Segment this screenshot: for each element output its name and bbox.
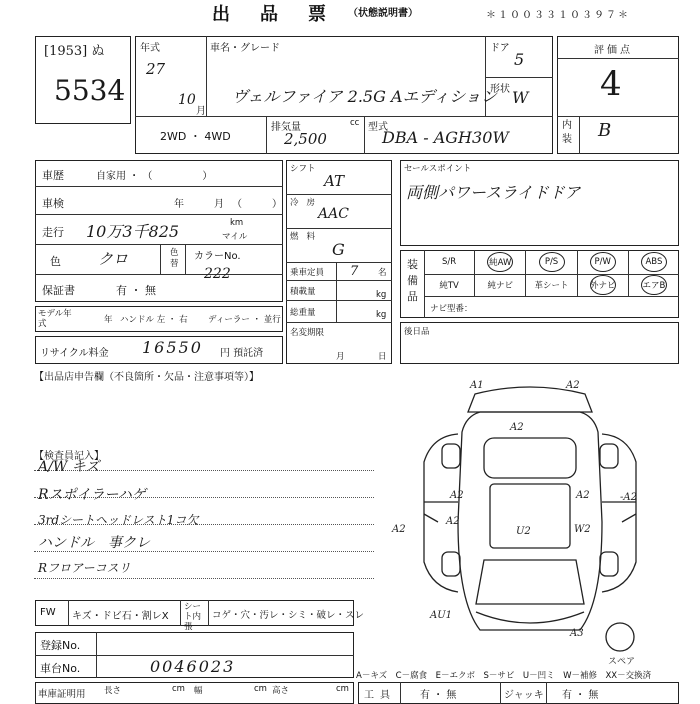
selling-point-value: 両側パワースライドドア [406, 183, 581, 202]
color-label: 色 [50, 255, 61, 268]
equipment-item: 純TV [424, 274, 475, 296]
reg-day-unit: 日 [378, 352, 387, 362]
mark-a2-rear-left: A2 [450, 490, 464, 501]
car-damage-diagram [380, 372, 680, 668]
inspection-month-unit: 月 [214, 199, 224, 210]
check-circle-icon [487, 252, 513, 272]
history-label: 車歴 [42, 169, 64, 182]
lot-code: [1953] ぬ [44, 44, 105, 59]
eval-value: 4 [600, 64, 622, 104]
chassis-value: 0046023 [150, 657, 236, 676]
chassis-label: 車台No. [40, 662, 81, 675]
serial-number: ＊１００３３１０３９７＊ [486, 10, 630, 21]
fw-label: FW [40, 607, 56, 618]
displacement-label: 排気量 [271, 122, 301, 133]
fuel-label: 燃料 [290, 232, 324, 242]
tools-value: 有 ・ 無 [420, 690, 457, 701]
mileage-value: 10万3千825 [86, 222, 180, 241]
interior-label: 内装 [562, 120, 572, 145]
note-line-3: 3rdシートヘッドレスト1コ欠 [38, 513, 199, 527]
model-value: DBA - AGH30W [382, 128, 509, 147]
mark-w2: W2 [574, 524, 591, 535]
equipment-item: 革シート [526, 274, 577, 296]
interior-value: B [598, 120, 612, 141]
cert-unit-1: cm [172, 684, 185, 694]
model-year-unit: 年 [104, 315, 113, 325]
load-label: 積載量 [290, 287, 316, 297]
ac-value: AAC [318, 206, 349, 222]
repaint-label: 色替 [170, 248, 179, 269]
fw-items: キズ・ドビ石・割レX [72, 611, 169, 622]
equipment-item: 純AW [475, 250, 526, 274]
name-value: ヴェルファイア 2.5G Aエディション [232, 87, 497, 106]
cert-height: 高さ [272, 686, 290, 696]
mark-a2-right: -A2 [620, 492, 637, 503]
tools-label: 工具 [364, 690, 396, 701]
doors-label: ドア [490, 43, 510, 54]
note-line-5: Rフロアーコスリ [38, 561, 131, 575]
equipment-row-1 [424, 250, 679, 274]
check-circle-icon [641, 275, 667, 295]
mileage-unit-km: km [230, 218, 244, 228]
load-unit: kg [376, 290, 387, 300]
later-docs-box [400, 322, 679, 364]
equipment-label: 装備品 [407, 258, 418, 303]
check-circle-icon [539, 252, 565, 272]
note-line-2: Rスポイラーハゲ [38, 487, 146, 503]
weight-label: 総重量 [290, 308, 316, 318]
jack-label: ジャッキ [504, 690, 544, 701]
shift-label: シフト [290, 164, 316, 174]
color-no-value: 222 [204, 266, 231, 282]
equipment-item: P/W [578, 250, 629, 274]
seat-label: シート内張 [184, 602, 202, 632]
registration-label: 登録No. [40, 639, 81, 652]
capacity-label: 乗車定員 [290, 268, 325, 278]
cert-label: 車庫証明用 [38, 689, 86, 700]
mark-au1: AU1 [430, 610, 453, 621]
displacement-value: 2,500 [284, 130, 327, 148]
mark-a2-roof: A2 [510, 422, 524, 433]
model-label: 型式 [368, 122, 388, 133]
mileage-label: 走行 [42, 226, 64, 239]
mark-a2-rear-right: A2 [576, 490, 590, 501]
inspector-notes-label: 【検査員記入】 [34, 451, 104, 462]
ac-label: 冷房 [290, 198, 324, 208]
recycle-label: リサイクル料金 [40, 348, 109, 359]
mark-u2: U2 [516, 526, 531, 537]
navi-model-label: ナビ型番： [430, 304, 473, 314]
month-value: 10 [178, 92, 196, 108]
color-value: クロ [98, 250, 129, 268]
model-year-label: モデル年式 [38, 309, 72, 329]
check-circle-icon [590, 275, 616, 295]
warranty-label: 保証書 [42, 284, 75, 297]
cert-unit-3: cm [336, 684, 349, 694]
selling-point-label: セールスポイント [404, 164, 472, 174]
shape-label: 形状 [490, 84, 510, 95]
warranty-value: 有 ・ 無 [116, 284, 156, 297]
later-docs-label: 後日品 [404, 327, 430, 337]
mark-a3: A3 [570, 628, 584, 639]
displacement-unit: cc [350, 118, 360, 128]
cert-length: 長さ [104, 686, 122, 696]
check-circle-icon [641, 252, 667, 272]
equipment-item: P/S [526, 250, 577, 274]
shape-value: W [512, 88, 529, 107]
recycle-unit: 円 預託済 [220, 348, 264, 359]
recycle-value: 16550 [142, 338, 203, 357]
equipment-item: ABS [629, 250, 679, 274]
spare-label: スペア [608, 657, 636, 667]
fuel-value: G [332, 240, 345, 259]
equipment-item: 外ナビ [578, 274, 629, 296]
cert-unit-2: cm [254, 684, 267, 694]
mark-a2-center: A2 [446, 516, 460, 527]
shift-value: AT [324, 172, 345, 190]
mileage-unit-mile: マイル [222, 232, 248, 242]
equipment-row-2 [424, 274, 679, 296]
inspection-label: 車検 [42, 197, 64, 210]
form-title: 出 品 票 [212, 4, 332, 25]
equipment-item: S/R [424, 250, 475, 274]
name-label: 車名・グレード [210, 43, 280, 54]
equipment-item: 純ナビ [475, 274, 526, 296]
month-unit: 月 [196, 106, 206, 117]
year-label: 年式 [140, 43, 160, 54]
lot-number: 5534 [54, 74, 126, 107]
seat-items: コゲ・穴・汚レ・シミ・破レ・スレ [212, 610, 365, 621]
equipment-item: エアB [629, 274, 679, 296]
inspection-year-unit: 年 [174, 199, 184, 210]
capacity-unit: 名 [378, 268, 387, 278]
reg-deadline-label: 名変期限 [290, 328, 325, 338]
history-options: 自家用 ・ （ ） [96, 171, 213, 182]
handle-label: ハンドル 左 ・ 右 [120, 315, 188, 325]
drive-label: 2WD ・ 4WD [160, 130, 231, 143]
doors-value: 5 [514, 50, 525, 69]
color-no-label: カラーNo. [194, 251, 241, 262]
eval-label: 評価点 [594, 45, 633, 56]
reg-month-unit: 月 [336, 352, 345, 362]
form-subtitle: （状態説明書） [348, 8, 418, 19]
weight-unit: kg [376, 310, 387, 320]
mark-a1: A1 [470, 380, 484, 391]
damage-legend: A－キズ C－腐食 E－エクボ S－サビ U－凹ミ W－補修 XX－交換済 [356, 671, 652, 681]
inspection-paren: （ ） [232, 199, 282, 210]
check-circle-icon [590, 252, 616, 272]
dealer-label: ディーラー ・ 並行 [208, 315, 281, 325]
cert-width: 幅 [194, 686, 203, 696]
exhibitor-notes-label: 【出品店申告欄（不良箇所・欠品・注意事項等）】 [34, 372, 259, 383]
note-line-1: A/W キズ [38, 459, 100, 475]
year-value: 27 [146, 60, 166, 78]
capacity-value: 7 [350, 264, 359, 279]
jack-value: 有 ・ 無 [562, 690, 599, 701]
note-line-4: ハンドル 事クレ [38, 535, 150, 551]
mark-a2-top: A2 [566, 380, 580, 391]
mark-a2-left: A2 [392, 524, 406, 535]
